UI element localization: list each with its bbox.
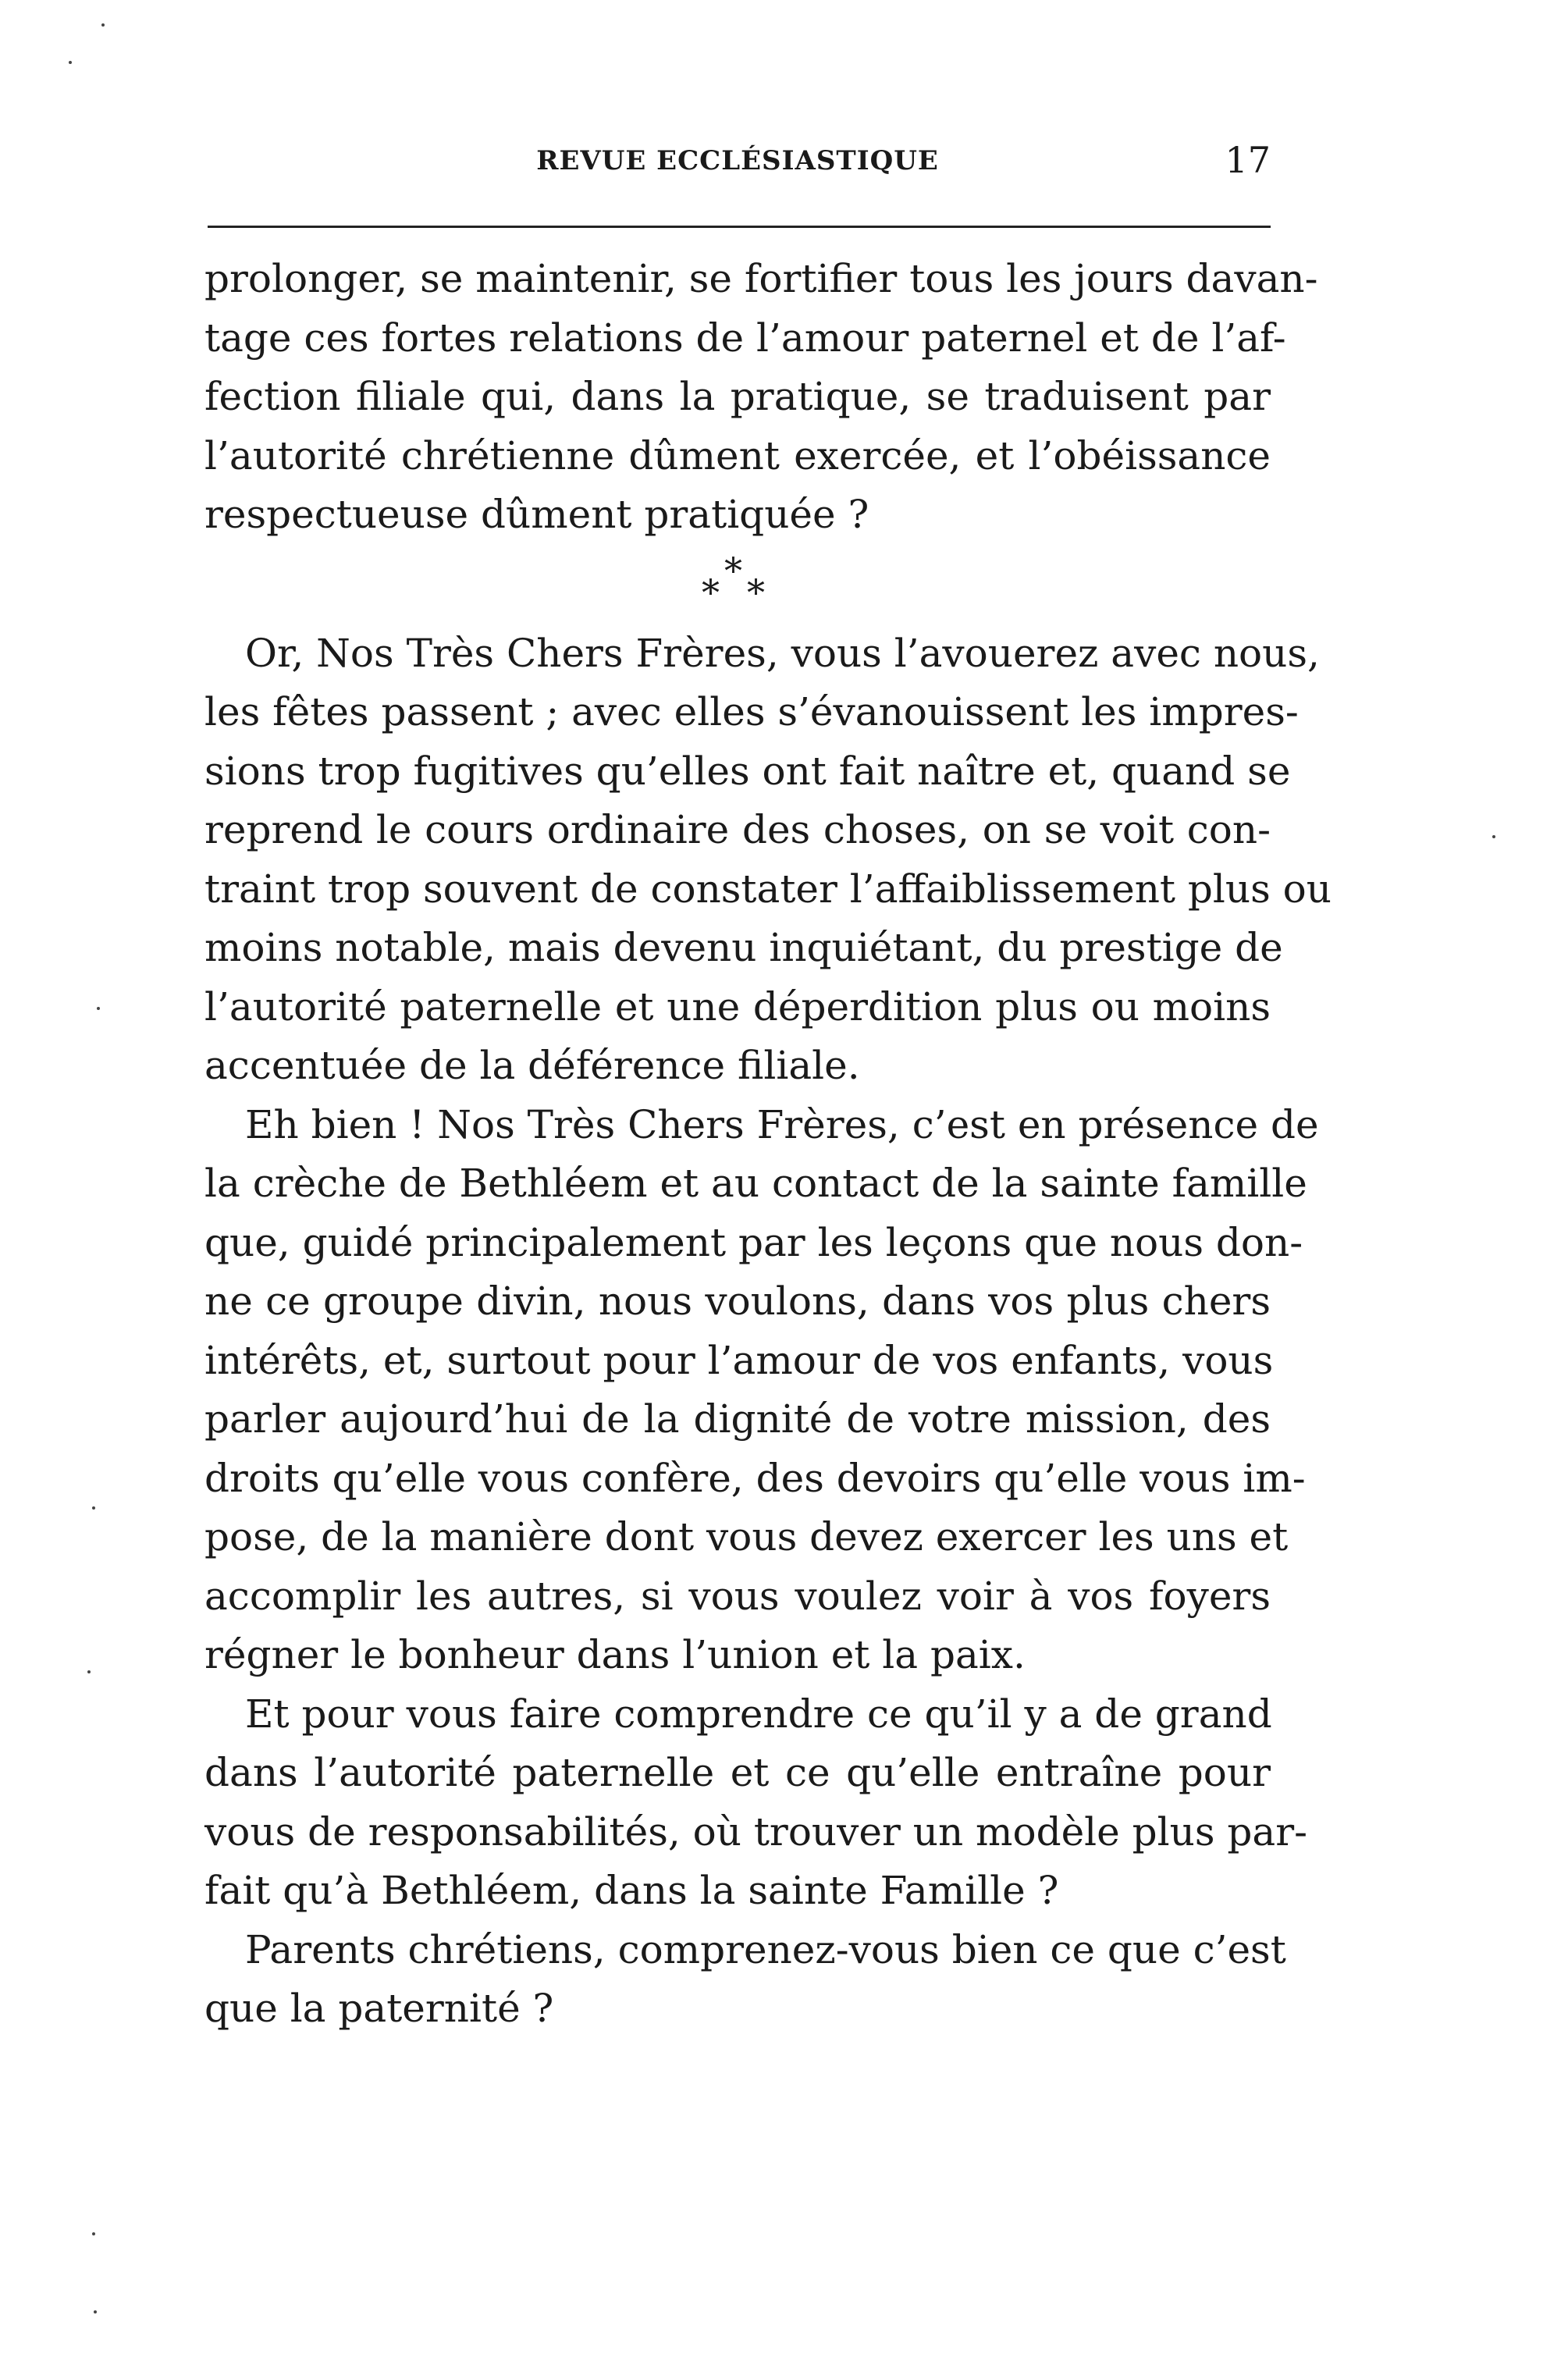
scan-speck	[87, 1670, 91, 1673]
asterism-star: *	[724, 549, 742, 592]
text-line: la crèche de Bethléem et au contact de la sainte famille	[204, 1161, 1307, 1206]
text-line: Et pour vous faire comprendre ce qu’il y a de grand	[245, 1691, 1272, 1737]
scan-speck	[1492, 835, 1495, 838]
paragraph	[204, 1096, 1319, 1685]
text-line: que la paternité ?	[204, 1986, 554, 2031]
page-header	[204, 139, 1271, 186]
text-line: que, guidé principalement par les leçons que nous don-	[204, 1219, 1303, 1265]
text-line: accomplir les autres, si vous voulez voir à vos foyers	[204, 1573, 1271, 1619]
paragraph	[204, 1921, 1286, 2039]
text-line: ne ce groupe divin, nous voulons, dans vos plus chers	[204, 1279, 1271, 1324]
text-line: intérêts, et, surtout pour l’amour de vos enfants, vous	[204, 1337, 1274, 1383]
scan-speck	[97, 1007, 100, 1010]
scan-speck	[92, 2232, 95, 2235]
text-line: sions trop fugitives qu’elles ont fait naître et, quand se	[204, 748, 1291, 794]
text-line: respectueuse dûment pratiquée ?	[204, 492, 869, 537]
text-line: moins notable, mais devenu inquiétant, du prestige de	[204, 925, 1283, 970]
text-line: l’autorité paternelle et une déperdition plus ou moins	[204, 983, 1271, 1030]
text-line: régner le bonheur dans l’union et la paix.	[204, 1632, 1026, 1677]
scan-speck	[69, 61, 72, 64]
text-line: dans l’autorité paternelle et ce qu’elle entraîne pour	[204, 1750, 1271, 1795]
asterism-star: *	[702, 571, 720, 613]
text-line: tage ces fortes relations de l’amour paternel et de l’af-	[204, 315, 1286, 361]
text-line: prolonger, se maintenir, se fortifier tous les jours davan-	[204, 256, 1318, 301]
text-line: vous de responsabilités, où trouver un modèle plus par-	[204, 1808, 1308, 1855]
text-line: accentuée de la déférence filiale.	[204, 1043, 860, 1088]
running-head: REVUE ECCLÉSIASTIQUE	[536, 145, 939, 176]
text-line: parler aujourd’hui de la dignité de votre mission, des	[204, 1396, 1271, 1442]
text-line: fection filiale qui, dans la pratique, se traduisent par	[204, 374, 1271, 419]
text-line: Parents chrétiens, comprenez-vous bien ce que c’est	[245, 1926, 1286, 1972]
text-line: reprend le cours ordinaire des choses, on se voit con-	[204, 807, 1271, 852]
scan-speck	[101, 23, 105, 27]
scan-speck	[92, 1506, 95, 1510]
asterism-star: *	[747, 571, 765, 613]
scan-speck	[94, 2310, 97, 2313]
text-line: les fêtes passent ; avec elles s’évanouissent les impres-	[204, 689, 1299, 734]
text-line: traint trop souvent de constater l’affaiblissement plus ou	[204, 866, 1332, 912]
header-rule	[208, 226, 1271, 228]
page-number: 17	[1225, 139, 1271, 181]
text-line: pose, de la manière dont vous devez exercer les uns et	[204, 1514, 1289, 1559]
paragraph	[204, 250, 1318, 545]
text-line: l’autorité chrétienne dûment exercée, et l’obéissance	[204, 432, 1271, 478]
text-line: fait qu’à Bethléem, dans la sainte Famille ?	[204, 1868, 1059, 1913]
paragraph	[204, 1685, 1308, 1921]
asterism-separator	[204, 545, 1271, 624]
body-text	[204, 250, 1332, 2039]
paragraph	[204, 624, 1332, 1096]
text-line: droits qu’elle vous confère, des devoirs qu’elle vous im-	[204, 1455, 1306, 1501]
text-line: Eh bien ! Nos Très Chers Frères, c’est en présence de	[245, 1101, 1319, 1147]
text-line: Or, Nos Très Chers Frères, vous l’avouerez avec nous,	[245, 630, 1320, 676]
